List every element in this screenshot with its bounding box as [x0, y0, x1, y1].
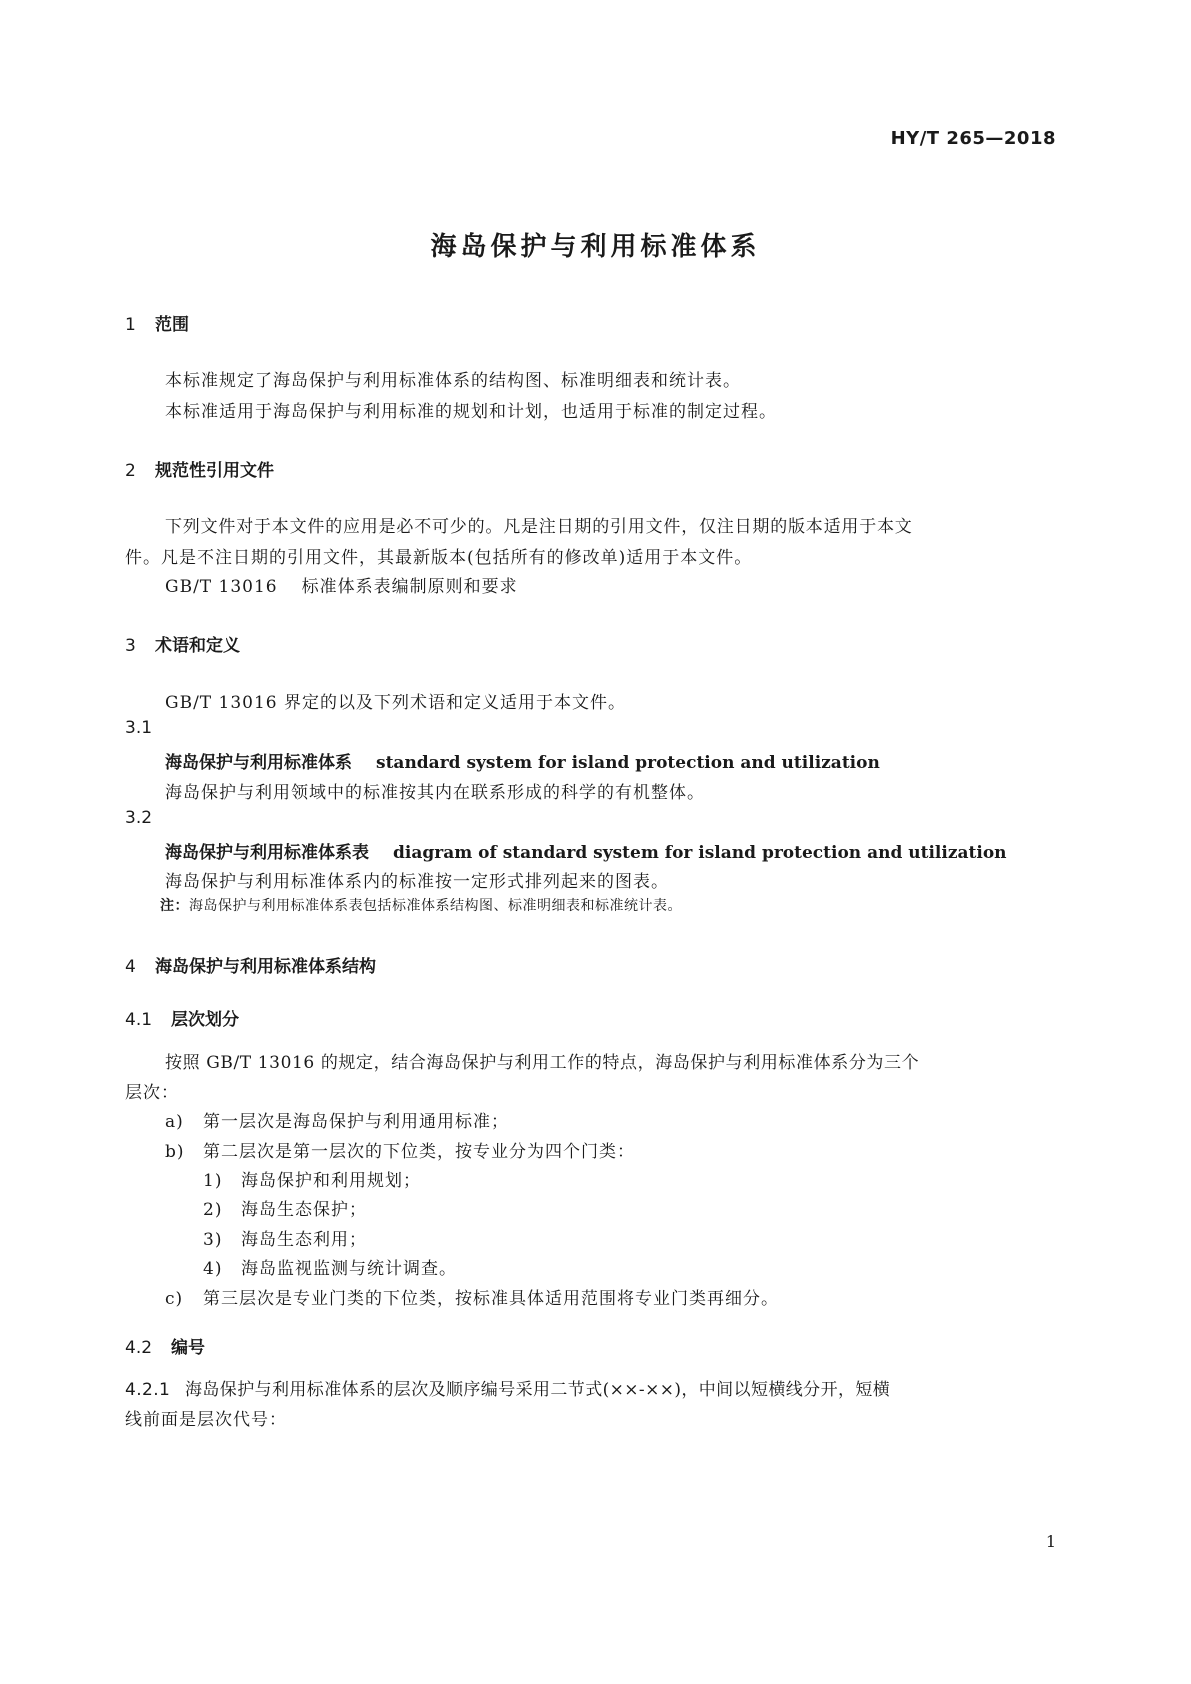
- subsection-4-2-heading: [125, 1333, 205, 1358]
- standard-code-header: HY/T 265—2018: [890, 128, 1056, 149]
- list-label: c): [165, 1289, 184, 1309]
- term-number: 3.2: [125, 808, 153, 828]
- section-4-heading: [125, 952, 376, 977]
- paragraph: 线前面是层次代号：: [125, 1410, 287, 1430]
- term-english: diagram of standard system for island protection and utilization: [393, 843, 1007, 863]
- list-item: [165, 1137, 635, 1162]
- subsection-title: 层次划分: [171, 1010, 239, 1030]
- paragraph: 本标准适用于海岛保护与利用标准的规划和计划，也适用于标准的制定过程。: [165, 402, 777, 422]
- section-number: 4: [125, 957, 136, 977]
- list-text: 海岛保护和利用规划；: [241, 1171, 421, 1191]
- list-text: 第三层次是专业门类的下位类，按标准具体适用范围将专业门类再细分。: [203, 1289, 779, 1309]
- section-title: 术语和定义: [155, 636, 240, 656]
- term-entry: [165, 838, 1007, 863]
- list-label: 3): [203, 1230, 223, 1250]
- list-item: [203, 1225, 367, 1250]
- paragraph: GB/T 13016 界定的以及下列术语和定义适用于本文件。: [165, 693, 627, 713]
- page-number: 1: [1045, 1532, 1056, 1551]
- list-item: [165, 1107, 509, 1132]
- term-chinese: 海岛保护与利用标准体系: [165, 753, 352, 773]
- document-title: 海岛保护与利用标准体系: [430, 232, 761, 262]
- normative-reference: [165, 572, 518, 597]
- section-2-heading: [125, 456, 274, 481]
- paragraph: 件。凡是不注日期的引用文件，其最新版本(包括所有的修改单)适用于本文件。: [125, 548, 753, 568]
- section-number: 2: [125, 461, 136, 481]
- reference-code: GB/T 13016: [165, 577, 278, 597]
- list-label: 1): [203, 1171, 223, 1191]
- clause-text: 海岛保护与利用标准体系的层次及顺序编号采用二节式(××-××)，中间以短横线分开，短横: [185, 1380, 891, 1400]
- clause-number: 4.2.1: [125, 1380, 171, 1400]
- term-definition: 海岛保护与利用标准体系内的标准按一定形式排列起来的图表。: [165, 872, 669, 892]
- list-label: b): [165, 1142, 185, 1162]
- section-title: 范围: [155, 315, 189, 335]
- list-item: [203, 1195, 367, 1220]
- list-text: 第一层次是海岛保护与利用通用标准；: [203, 1112, 509, 1132]
- paragraph: 层次：: [125, 1083, 179, 1103]
- section-title: 海岛保护与利用标准体系结构: [155, 957, 376, 977]
- subsection-number: 4.2: [125, 1338, 153, 1358]
- list-text: 海岛生态保护；: [241, 1200, 367, 1220]
- list-text: 海岛生态利用；: [241, 1230, 367, 1250]
- list-label: 4): [203, 1259, 223, 1279]
- list-item: [203, 1254, 457, 1279]
- section-number: 1: [125, 315, 136, 335]
- reference-title: 标准体系表编制原则和要求: [301, 577, 518, 597]
- list-label: 2): [203, 1200, 223, 1220]
- note: [160, 895, 682, 915]
- paragraph: 按照 GB/T 13016 的规定，结合海岛保护与利用工作的特点，海岛保护与利用标准体系分为三个: [165, 1053, 920, 1073]
- term-chinese: 海岛保护与利用标准体系表: [165, 843, 369, 863]
- paragraph: 本标准规定了海岛保护与利用标准体系的结构图、标准明细表和统计表。: [165, 371, 741, 391]
- list-text: 海岛监视监测与统计调查。: [241, 1259, 457, 1279]
- term-number: 3.1: [125, 718, 153, 738]
- section-number: 3: [125, 636, 136, 656]
- list-item: [203, 1166, 421, 1191]
- note-text: 海岛保护与利用标准体系表包括标准体系结构图、标准明细表和标准统计表。: [189, 898, 682, 914]
- subsection-4-1-heading: [125, 1005, 239, 1030]
- section-3-heading: [125, 631, 240, 656]
- note-label: 注：: [160, 898, 189, 914]
- paragraph: 下列文件对于本文件的应用是必不可少的。凡是注日期的引用文件，仅注日期的版本适用于本文: [165, 517, 913, 537]
- list-label: a): [165, 1112, 184, 1132]
- paragraph: [125, 1375, 890, 1400]
- subsection-number: 4.1: [125, 1010, 153, 1030]
- section-1-heading: [125, 310, 189, 335]
- list-text: 第二层次是第一层次的下位类，按专业分为四个门类：: [203, 1142, 635, 1162]
- term-english: standard system for island protection and utilization: [376, 753, 880, 773]
- section-title: 规范性引用文件: [155, 461, 274, 481]
- term-entry: [165, 748, 880, 773]
- subsection-title: 编号: [171, 1338, 205, 1358]
- list-item: [165, 1284, 779, 1309]
- term-definition: 海岛保护与利用领域中的标准按其内在联系形成的科学的有机整体。: [165, 783, 705, 803]
